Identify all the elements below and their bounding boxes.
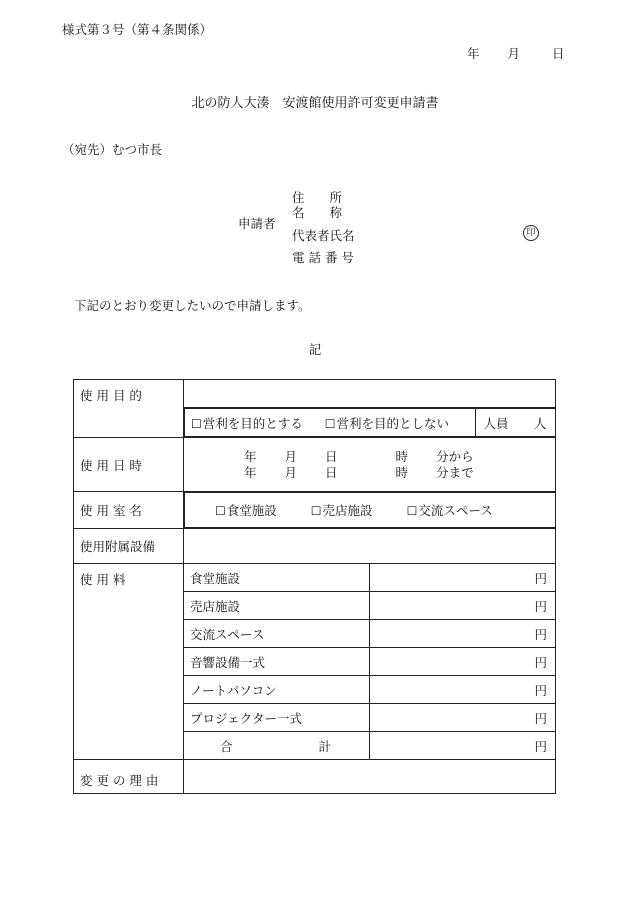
fee-item: 食堂施設 円 bbox=[184, 564, 555, 592]
date-line bbox=[467, 44, 565, 62]
room-options bbox=[184, 492, 556, 528]
seal-mark: 印 bbox=[523, 225, 539, 241]
checkbox-icon[interactable]: ☐ bbox=[310, 504, 322, 518]
application-table bbox=[73, 379, 556, 794]
checkbox-icon[interactable]: ☐ bbox=[406, 504, 418, 518]
equipment-input[interactable] bbox=[184, 529, 556, 564]
fee-amount-input[interactable]: 円 bbox=[370, 592, 556, 620]
datetime-to: 年 月 日 時 分まで bbox=[244, 464, 474, 480]
date-month: 月 bbox=[507, 46, 521, 61]
purpose-option-profit[interactable]: ☐営利を目的とする bbox=[191, 415, 303, 431]
datetime-row bbox=[74, 438, 556, 492]
name-label: 名 称 bbox=[292, 205, 343, 220]
room-label-cell bbox=[74, 492, 184, 529]
room-option-exchange[interactable]: ☐交流スペース bbox=[406, 503, 493, 518]
purpose-row-top bbox=[74, 380, 556, 408]
purpose-options-cell bbox=[184, 408, 556, 437]
room-label: 使 用 室 名 bbox=[80, 503, 142, 518]
addressee: （宛先）むつ市長 bbox=[62, 142, 163, 157]
checkbox-icon[interactable]: ☐ bbox=[324, 416, 336, 431]
equipment-row bbox=[74, 529, 556, 564]
room-option-shop[interactable]: ☐売店施設 bbox=[310, 503, 373, 518]
checkbox-icon[interactable]: ☐ bbox=[215, 504, 226, 518]
datetime-label: 使 用 日 時 bbox=[80, 457, 142, 473]
address-label: 住 所 bbox=[292, 190, 343, 205]
date-year: 年 bbox=[467, 46, 480, 61]
total-amount-input[interactable]: 円 bbox=[534, 738, 547, 754]
fee-item: 売店施設 円 bbox=[184, 592, 555, 620]
room-row bbox=[74, 492, 556, 529]
persons-unit: 人 bbox=[533, 415, 547, 431]
fee-table-cell bbox=[184, 564, 556, 760]
fee-table bbox=[184, 564, 555, 759]
fee-amount-input[interactable]: 円 bbox=[370, 564, 556, 592]
fee-item: 音響設備一式 円 bbox=[184, 648, 555, 676]
fee-label-cell bbox=[74, 564, 184, 760]
date-day: 日 bbox=[552, 46, 565, 61]
equipment-label: 使用附属設備 bbox=[80, 539, 156, 554]
purpose-label: 使 用 目 的 bbox=[80, 388, 142, 403]
representative-label: 代表者氏名 bbox=[292, 228, 355, 243]
datetime-input[interactable] bbox=[184, 438, 556, 492]
reason-input[interactable] bbox=[184, 760, 556, 794]
fee-amount-input[interactable]: 円 bbox=[370, 704, 556, 732]
applicant-label: 申請者 bbox=[238, 216, 276, 231]
checkbox-icon[interactable]: ☐ bbox=[191, 416, 202, 431]
datetime-from: 年 月 日 時 分から bbox=[244, 448, 474, 464]
fee-item: プロジェクター一式 円 bbox=[184, 704, 555, 732]
total-label: 合 計 bbox=[184, 732, 370, 760]
fee-amount-input[interactable]: 円 bbox=[370, 676, 556, 704]
purpose-input[interactable] bbox=[184, 380, 556, 408]
equipment-label-cell bbox=[74, 529, 184, 564]
purpose-option-nonprofit[interactable]: ☐営利を目的としない bbox=[324, 415, 450, 431]
persons-label: 人員 bbox=[483, 415, 509, 431]
datetime-label-cell bbox=[74, 438, 184, 492]
fee-item: 交流スペース 円 bbox=[184, 620, 555, 648]
purpose-label-cell bbox=[74, 380, 184, 438]
fee-amount-input[interactable]: 円 bbox=[370, 648, 556, 676]
reason-label: 変 更 の 理 由 bbox=[80, 772, 159, 788]
fee-row bbox=[74, 564, 556, 760]
intro-text: 下記のとおり変更したいので申請します。 bbox=[74, 298, 311, 313]
reason-label-cell bbox=[74, 760, 184, 794]
ki-heading: 記 bbox=[308, 342, 322, 357]
reason-row bbox=[74, 760, 556, 794]
phone-label: 電 話 番 号 bbox=[292, 250, 354, 265]
persons-cell[interactable] bbox=[475, 409, 555, 436]
fee-item: ノートパソコン 円 bbox=[184, 676, 555, 704]
fee-label: 使 用 料 bbox=[80, 572, 126, 587]
document-title: 北の防人大湊 安渡館使用許可変更申請書 bbox=[191, 96, 439, 111]
fee-amount-input[interactable]: 円 bbox=[370, 620, 556, 648]
form-number: 様式第３号（第４条関係） bbox=[62, 22, 213, 37]
fee-total-row bbox=[184, 732, 555, 760]
room-option-dining[interactable]: ☐食堂施設 bbox=[215, 503, 277, 518]
